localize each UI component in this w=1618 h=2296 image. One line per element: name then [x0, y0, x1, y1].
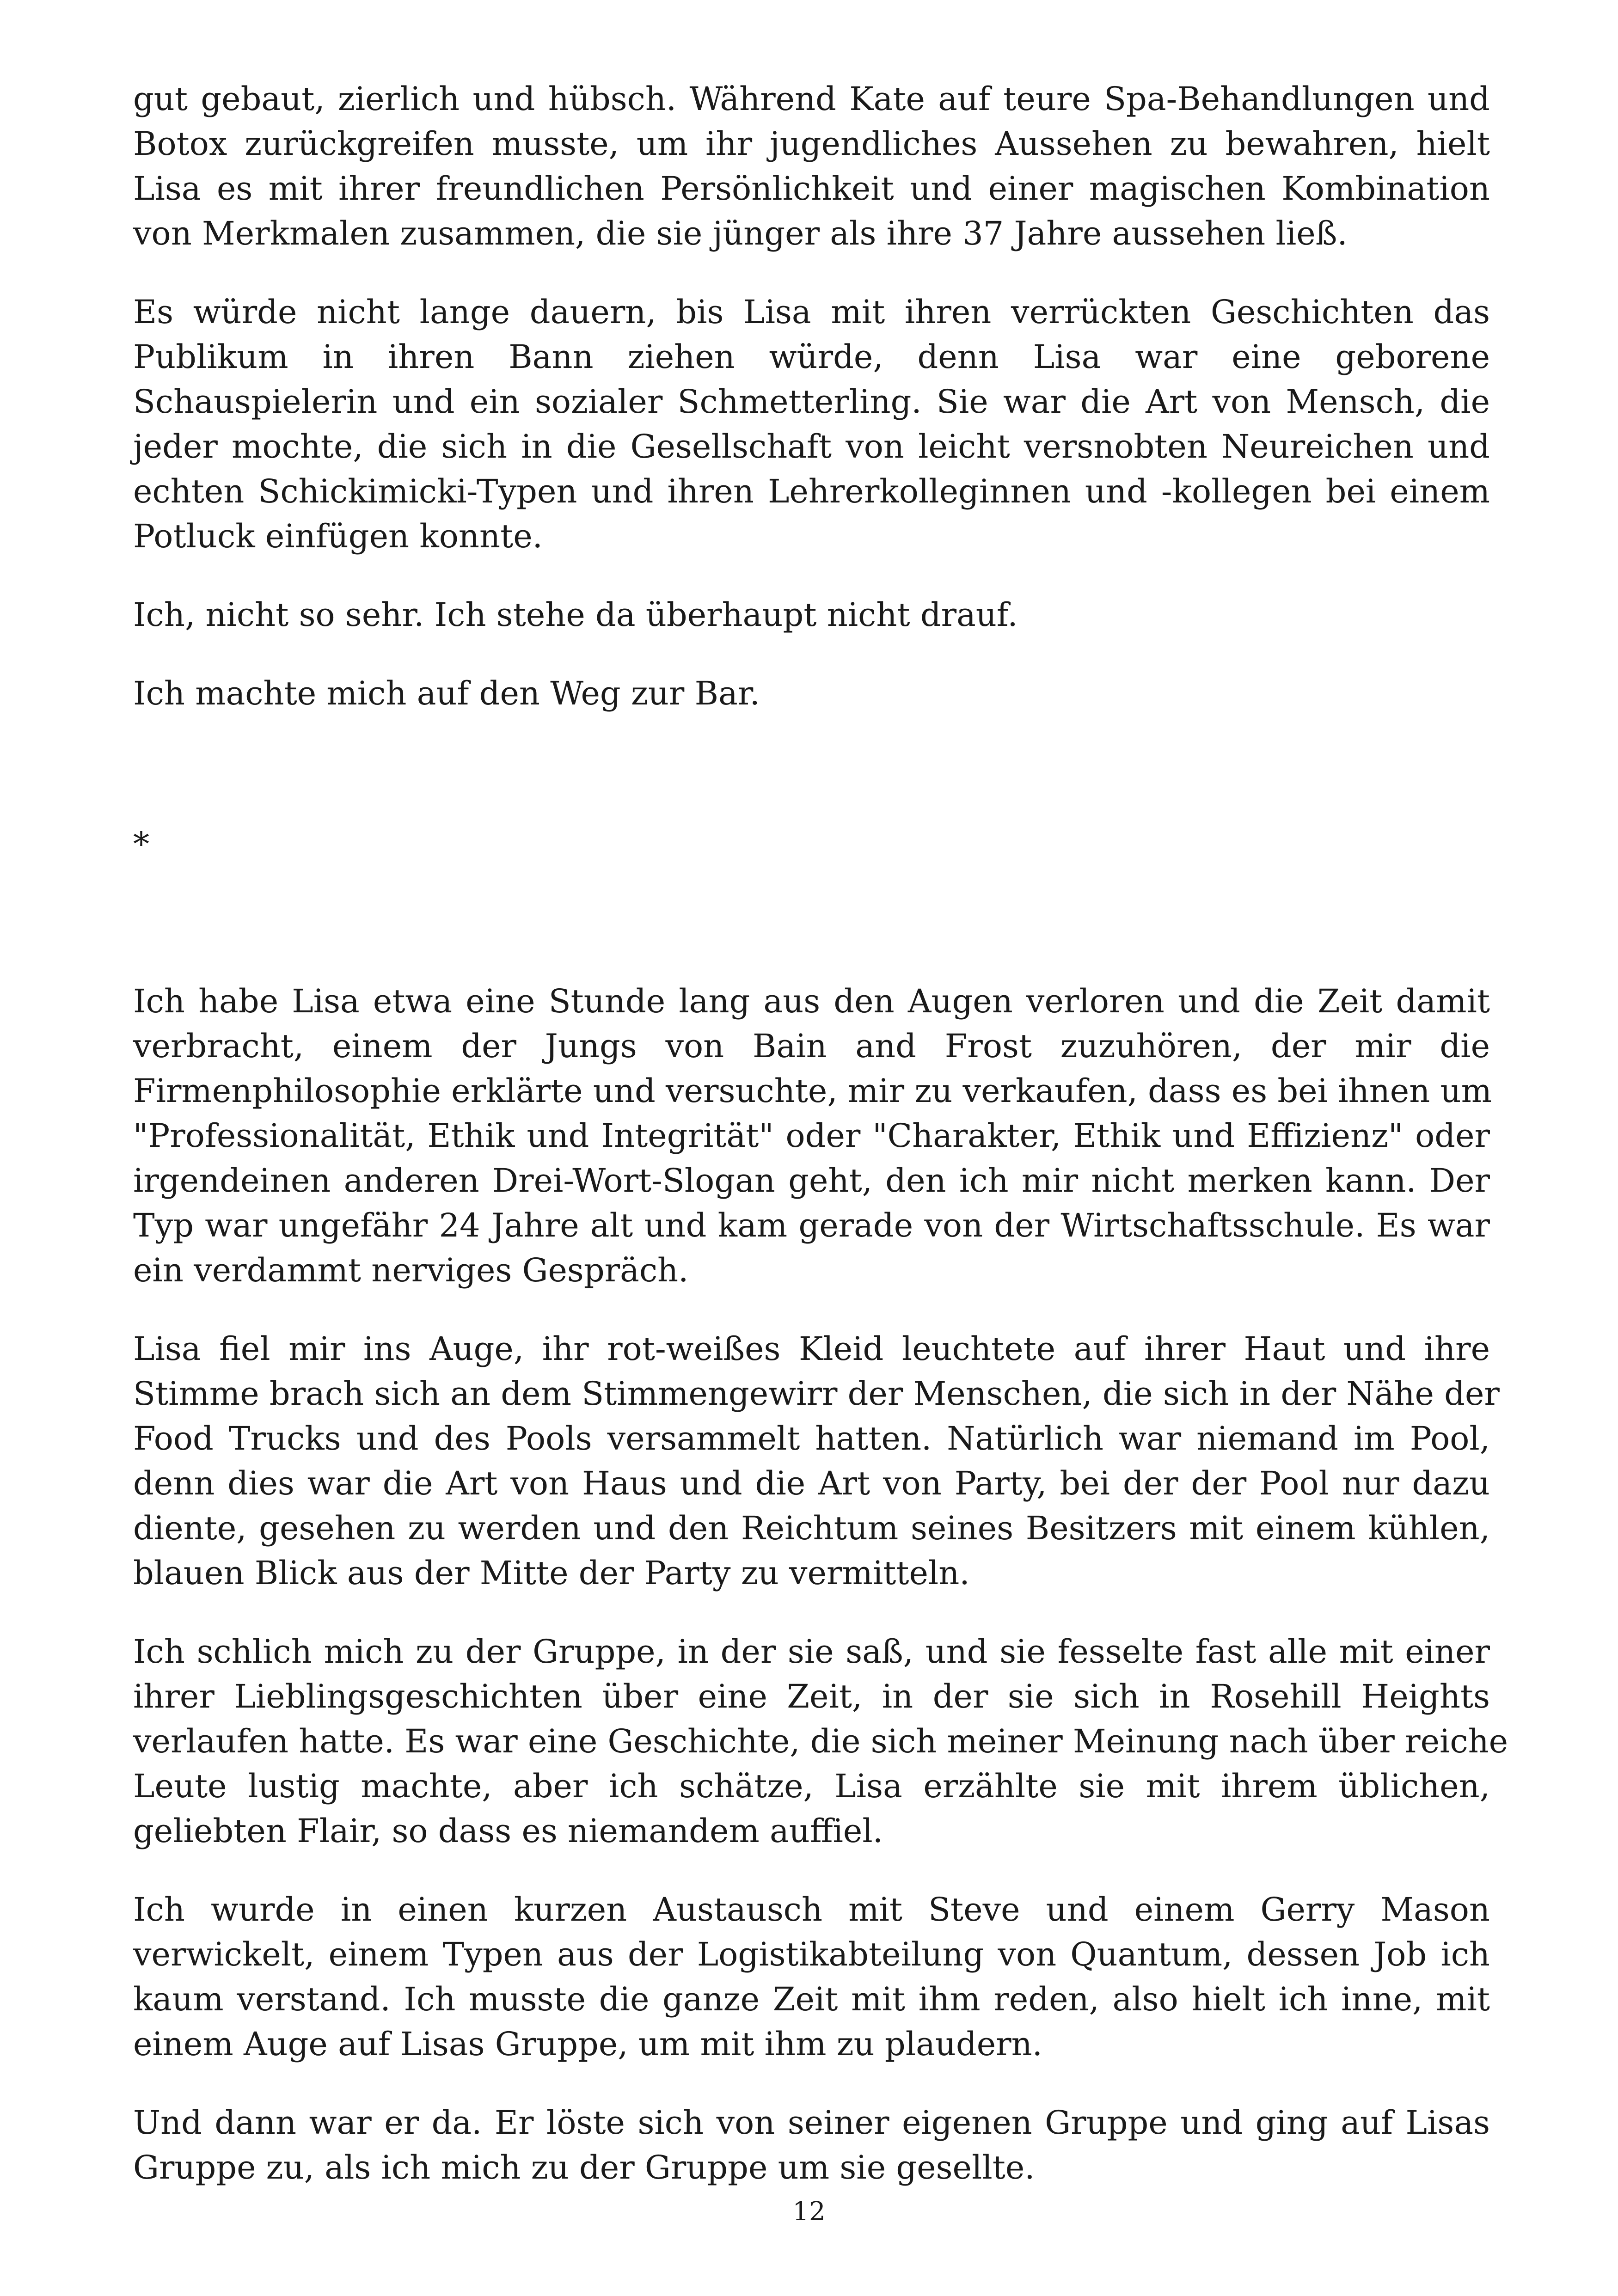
- text-line: "Professionalität, Ethik und Integrität" oder "Charakter, Ethik und Effizienz" oder: [133, 1117, 1490, 1155]
- text-line: jeder mochte, die sich in die Gesellschaft von leicht versnobten Neureichen und: [133, 428, 1490, 465]
- body-text-section-2: [133, 979, 1508, 2190]
- text-line: Botox zurückgreifen musste, um ihr jugendliches Aussehen zu bewahren, hielt: [133, 125, 1490, 163]
- text-line: gut gebaut, zierlich und hübsch. Während Kate auf teure Spa-Behandlungen und: [133, 80, 1490, 118]
- text-line: blauen Blick aus der Mitte der Party zu vermitteln.: [133, 1554, 970, 1592]
- text-line: Lisa es mit ihrer freundlichen Persönlichkeit und einer magischen Kombination: [133, 170, 1490, 208]
- text-line: Publikum in ihren Bann ziehen würde, denn Lisa war eine geborene: [133, 338, 1490, 376]
- paragraph-lisa-social-butterfly: [133, 290, 1490, 559]
- text-line: Gruppe zu, als ich mich zu der Gruppe um sie gesellte.: [133, 2149, 1035, 2186]
- text-line: kaum verstand. Ich musste die ganze Zeit mit ihm reden, also hielt ich inne, mit: [133, 1980, 1490, 2018]
- paragraph-not-so-much: [133, 593, 1490, 637]
- text-line: verbracht, einem der Jungs von Bain and Frost zuzuhören, der mir die: [133, 1027, 1490, 1065]
- text-line: Firmenphilosophie erklärte und versuchte, mir zu verkaufen, dass es bei ihnen um: [133, 1072, 1492, 1110]
- text-line: verwickelt, einem Typen aus der Logistikabteilung von Quantum, dessen Job ich: [133, 1935, 1490, 1973]
- text-line: Ich wurde in einen kurzen Austausch mit Steve und einem Gerry Mason: [133, 1891, 1490, 1929]
- text-line: echten Schickimicki-Typen und ihren Lehrerkolleginnen und -kollegen bei einem: [133, 472, 1490, 510]
- text-line: Und dann war er da. Er löste sich von seiner eigenen Gruppe und ging auf Lisas: [133, 2104, 1490, 2142]
- paragraph-rosehill-heights: [133, 1629, 1508, 1854]
- text-line: Ich machte mich auf den Weg zur Bar.: [133, 674, 760, 712]
- text-line: irgendeinen anderen Drei-Wort-Slogan geht, den ich mir nicht merken kann. Der: [133, 1162, 1490, 1200]
- text-line: Food Trucks und des Pools versammelt hatten. Natürlich war niemand im Pool,: [133, 1420, 1490, 1457]
- paragraph-to-the-bar: [133, 671, 1490, 716]
- text-line: Typ war ungefähr 24 Jahre alt und kam gerade von der Wirtschaftsschule. Es war: [133, 1206, 1490, 1244]
- paragraph-gerry-mason: [133, 1887, 1490, 2067]
- text-line: geliebten Flair, so dass es niemandem auffiel.: [133, 1812, 883, 1850]
- text-line: Potluck einfügen konnte.: [133, 517, 543, 555]
- paragraph-lisa-red-white-dress: [133, 1327, 1500, 1596]
- text-line: Leute lustig machte, aber ich schätze, Lisa erzählte sie mit ihrem üblichen,: [133, 1767, 1490, 1805]
- text-line: verlaufen hatte. Es war eine Geschichte, die sich meiner Meinung nach über reiche: [133, 1722, 1508, 1760]
- paragraph-bain-and-frost: [133, 979, 1490, 1293]
- text-line: Ich habe Lisa etwa eine Stunde lang aus den Augen verloren und die Zeit damit: [133, 982, 1490, 1020]
- body-text: [133, 77, 1490, 716]
- text-line: Ich schlich mich zu der Gruppe, in der sie saß, und sie fesselte fast alle mit einer: [133, 1633, 1490, 1671]
- text-line: Stimme brach sich an dem Stimmengewirr der Menschen, die sich in der Nähe der: [133, 1375, 1500, 1413]
- text-line: ein verdammt nerviges Gespräch.: [133, 1251, 689, 1289]
- scene-break-asterisk: *: [133, 825, 149, 863]
- text-line: Lisa fiel mir ins Auge, ihr rot-weißes Kleid leuchtete auf ihrer Haut und ihre: [133, 1330, 1490, 1368]
- text-line: Es würde nicht lange dauern, bis Lisa mit ihren verrückten Geschichten das: [133, 293, 1490, 331]
- text-line: Schauspielerin und ein sozialer Schmetterling. Sie war die Art von Mensch, die: [133, 383, 1490, 421]
- text-line: diente, gesehen zu werden und den Reichtum seines Besitzers mit einem kühlen,: [133, 1509, 1490, 1547]
- text-line: Ich, nicht so sehr. Ich stehe da überhaupt nicht drauf.: [133, 596, 1018, 634]
- text-line: einem Auge auf Lisas Gruppe, um mit ihm zu plaudern.: [133, 2025, 1042, 2063]
- text-line: denn dies war die Art von Haus und die Art von Party, bei der der Pool nur dazu: [133, 1464, 1490, 1502]
- text-line: ihrer Lieblingsgeschichten über eine Zeit, in der sie sich in Rosehill Heights: [133, 1678, 1490, 1715]
- paragraph-and-then-he-was-there: [133, 2100, 1490, 2190]
- page-number: 12: [792, 2197, 826, 2227]
- paragraph-kate-lisa-appearance: [133, 77, 1490, 256]
- text-line: von Merkmalen zusammen, die sie jünger als ihre 37 Jahre aussehen ließ.: [133, 214, 1348, 252]
